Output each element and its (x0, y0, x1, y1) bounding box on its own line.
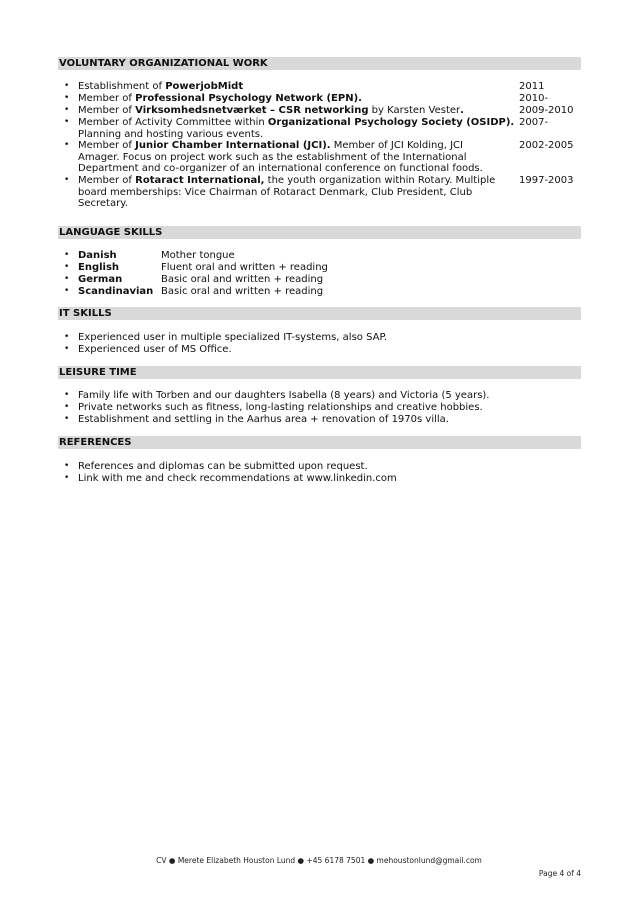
item-year: 2011 (519, 81, 545, 92)
item-text: Member of Activity Committee within (78, 117, 268, 128)
bullet-icon: • (64, 286, 70, 296)
bullet-icon: • (64, 344, 70, 354)
list-item (64, 402, 564, 414)
section-header-voluntary: VOLUNTARY ORGANIZATIONAL WORK (58, 57, 581, 70)
list-item (64, 93, 584, 105)
item-text: References and diplomas can be submitted upon request. (78, 461, 368, 472)
bullet-icon: • (64, 140, 70, 150)
list-item (64, 414, 564, 426)
item-year: 1997-2003 (519, 175, 574, 186)
bullet-icon: • (64, 117, 70, 127)
item-text: Link with me and check recommendations at www.linkedin.com (78, 473, 397, 484)
list-item (64, 250, 464, 262)
list-item (64, 105, 584, 117)
item-bold: PowerjobMidt (165, 81, 244, 92)
item-year: 2009-2010 (519, 105, 574, 116)
bullet-icon: • (64, 250, 70, 260)
list-item (64, 390, 564, 402)
page-footer: CV ● Merete Elizabeth Houston Lund ● +45 6178 7501 ● mehoustonlund@gmail.com (156, 856, 482, 865)
item-text: Family life with Torben and our daughters Isabella (8 years) and Victoria (5 years). (78, 390, 490, 401)
item-bold-end: . (460, 105, 464, 116)
item-bold: Virksomhedsnetværket – CSR networking (135, 105, 369, 116)
list-item (64, 286, 464, 298)
language-level: Mother tongue (161, 250, 235, 261)
bullet-icon: • (64, 93, 70, 103)
language-level: Basic oral and written + reading (161, 274, 324, 285)
bullet-icon: • (64, 402, 70, 412)
bullet-icon: • (64, 105, 70, 115)
section-header-leisure: LEISURE TIME (58, 366, 581, 379)
language-level: Fluent oral and written + reading (161, 262, 328, 273)
item-bold: Organizational Psychology Society (OSIDP). (267, 117, 515, 128)
item-text: Establishment and settling in the Aarhus area + renovation of 1970s villa. (78, 414, 449, 425)
bullet-icon: • (64, 262, 70, 272)
item-year: 2010- (519, 93, 549, 104)
language-name: English (78, 262, 120, 273)
item-text: Experienced user of MS Office. (78, 344, 232, 355)
list-item (64, 175, 584, 211)
section-header-language: LANGUAGE SKILLS (58, 226, 581, 239)
item-text: Member of (78, 93, 136, 104)
item-text: Member of (78, 105, 136, 116)
item-bold: Professional Psychology Network (EPN). (135, 93, 362, 104)
item-text-post: by Karsten Vester (368, 105, 461, 116)
language-name: Danish (78, 250, 117, 261)
bullet-icon: • (64, 414, 70, 424)
item-text-post: the youth organization within Rotary. Multiple board memberships: Vice Chairman of Rotaract Denmark, Club President, Club Secretary. (78, 175, 496, 209)
list-item (64, 332, 464, 344)
list-item (64, 461, 564, 473)
section-header-references: REFERENCES (58, 436, 581, 449)
list-item (64, 262, 464, 274)
item-bold: Rotaract International, (135, 175, 265, 186)
item-bold: Junior Chamber International (JCI). (135, 140, 331, 151)
bullet-icon: • (64, 390, 70, 400)
list-item (64, 81, 584, 93)
list-item (64, 344, 464, 356)
bullet-icon: • (64, 274, 70, 284)
item-text-post: Member of JCI Kolding, JCI Amager. Focus on project work such as the establishment of the International Department and co-organizer of an international conference on functional foods. (78, 140, 483, 174)
language-level: Basic oral and written + reading (161, 286, 324, 297)
item-text: Establishment of (78, 81, 166, 92)
list-item (64, 473, 564, 485)
bullet-icon: • (64, 473, 70, 483)
language-name: Scandinavian (78, 286, 154, 297)
item-year: 2002-2005 (519, 140, 574, 151)
item-text-post: Planning and hosting various events. (78, 128, 264, 140)
item-text: Member of (78, 175, 136, 186)
bullet-icon: • (64, 332, 70, 342)
list-item (64, 117, 584, 141)
page-number: Page 4 of 4 (538, 869, 581, 878)
bullet-icon: • (64, 461, 70, 471)
item-text: Experienced user in multiple specialized IT-systems, also SAP. (78, 332, 388, 343)
item-text: Private networks such as fitness, long-lasting relationships and creative hobbies. (78, 402, 483, 413)
list-item (64, 274, 464, 286)
item-text: Member of (78, 140, 136, 151)
section-header-it: IT SKILLS (58, 307, 581, 320)
list-item (64, 140, 584, 176)
bullet-icon: • (64, 81, 70, 91)
bullet-icon: • (64, 175, 70, 185)
language-name: German (78, 274, 123, 285)
item-year: 2007- (519, 117, 549, 128)
